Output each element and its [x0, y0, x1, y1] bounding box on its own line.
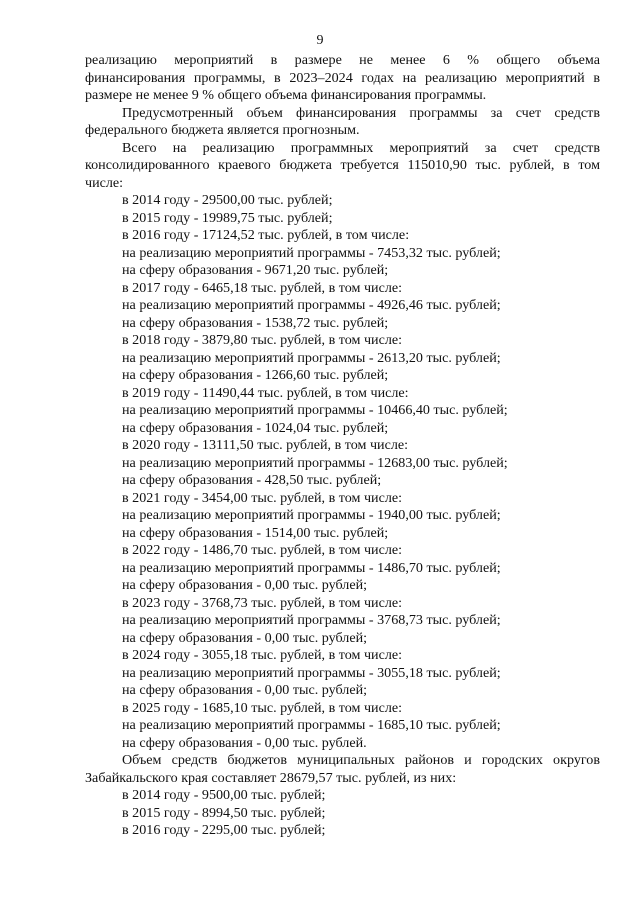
list-item: в 2016 году - 2295,00 тыс. рублей; — [122, 822, 326, 838]
page-number: 9 — [316, 33, 324, 48]
municipal-paragraph — [85, 752, 600, 787]
list-item: в 2015 году - 8994,50 тыс. рублей; — [122, 804, 326, 821]
intro-paragraph — [85, 52, 600, 105]
text-line: федерального бюджета является прогнозным. — [85, 122, 360, 138]
consolidated-funding-list — [85, 192, 600, 752]
text-line: реализацию мероприятий в размере не менее 6 % общего объема — [85, 52, 600, 68]
list-item: на реализацию мероприятий программы - 1685,10 тыс. рублей; — [122, 717, 501, 733]
list-item: в 2021 году - 3454,00 тыс. рублей, в том числе: — [122, 489, 403, 506]
list-item: в 2014 году - 29500,00 тыс. рублей; — [122, 192, 333, 208]
list-item: на реализацию мероприятий программы - 4926,46 тыс. рублей; — [122, 297, 501, 313]
municipal-funding-list — [85, 787, 600, 840]
list-item: в 2025 году - 1685,10 тыс. рублей, в том числе: — [122, 699, 403, 716]
text-line: Предусмотренный объем финансирования программы за счет средств — [122, 104, 600, 121]
list-item: в 2014 году - 9500,00 тыс. рублей; — [122, 787, 326, 803]
list-item: на реализацию мероприятий программы - 3055,18 тыс. рублей; — [122, 664, 501, 681]
list-item: в 2016 году - 17124,52 тыс. рублей, в том числе: — [122, 227, 410, 243]
list-item: на реализацию мероприятий программы - 3768,73 тыс. рублей; — [122, 612, 501, 628]
list-item: на реализацию мероприятий программы - 7453,32 тыс. рублей; — [122, 244, 501, 261]
text-line: Забайкальского края составляет 28679,57 тыс. рублей, из них: — [85, 769, 457, 786]
text-line: финансирования программы, в 2023–2024 годах на реализацию мероприятий в — [85, 69, 600, 86]
list-item: в 2024 году - 3055,18 тыс. рублей, в том числе: — [122, 647, 403, 663]
text-line: консолидированного краевого бюджета требуется 115010,90 тыс. рублей, в том — [85, 157, 600, 173]
list-item: на сферу образования - 0,00 тыс. рублей. — [122, 734, 367, 751]
text-line: размере не менее 9 % общего объема финансирования программы. — [85, 87, 487, 103]
federal-paragraph — [85, 105, 600, 140]
list-item: на сферу образования - 0,00 тыс. рублей; — [122, 682, 368, 698]
list-item: на сферу образования - 0,00 тыс. рублей; — [122, 577, 368, 593]
list-item: в 2023 году - 3768,73 тыс. рублей, в том числе: — [122, 594, 403, 611]
list-item: в 2015 году - 19989,75 тыс. рублей; — [122, 209, 333, 226]
list-item: на сферу образования - 1514,00 тыс. рублей; — [122, 524, 389, 541]
list-item: на реализацию мероприятий программы - 12683,00 тыс. рублей; — [122, 454, 508, 471]
list-item: на сферу образования - 1266,60 тыс. рублей; — [122, 367, 389, 383]
list-item: на реализацию мероприятий программы - 10466,40 тыс. рублей; — [122, 402, 508, 418]
consolidated-paragraph — [85, 140, 600, 193]
list-item: на сферу образования - 1024,04 тыс. рублей; — [122, 419, 389, 436]
list-item: на сферу образования - 9671,20 тыс. рублей; — [122, 262, 389, 278]
list-item: на реализацию мероприятий программы - 1486,70 тыс. рублей; — [122, 559, 501, 576]
document-body — [85, 52, 600, 840]
list-item: на сферу образования - 1538,72 тыс. рублей; — [122, 314, 389, 331]
text-line: Всего на реализацию программных мероприятий за счет средств — [122, 139, 600, 156]
list-item: на сферу образования - 0,00 тыс. рублей; — [122, 629, 368, 646]
text-line: Объем средств бюджетов муниципальных районов и городских округов — [122, 752, 600, 768]
list-item: в 2018 году - 3879,80 тыс. рублей, в том числе: — [122, 332, 403, 348]
list-item: на сферу образования - 428,50 тыс. рублей; — [122, 472, 382, 488]
list-item: в 2020 году - 13111,50 тыс. рублей, в том числе: — [122, 437, 409, 453]
list-item: в 2019 году - 11490,44 тыс. рублей, в том числе: — [122, 384, 409, 401]
list-item: на реализацию мероприятий программы - 1940,00 тыс. рублей; — [122, 507, 501, 523]
text-line: числе: — [85, 174, 124, 191]
list-item: на реализацию мероприятий программы - 2613,20 тыс. рублей; — [122, 349, 501, 366]
list-item: в 2017 году - 6465,18 тыс. рублей, в том числе: — [122, 279, 403, 296]
list-item: в 2022 году - 1486,70 тыс. рублей, в том числе: — [122, 542, 403, 558]
